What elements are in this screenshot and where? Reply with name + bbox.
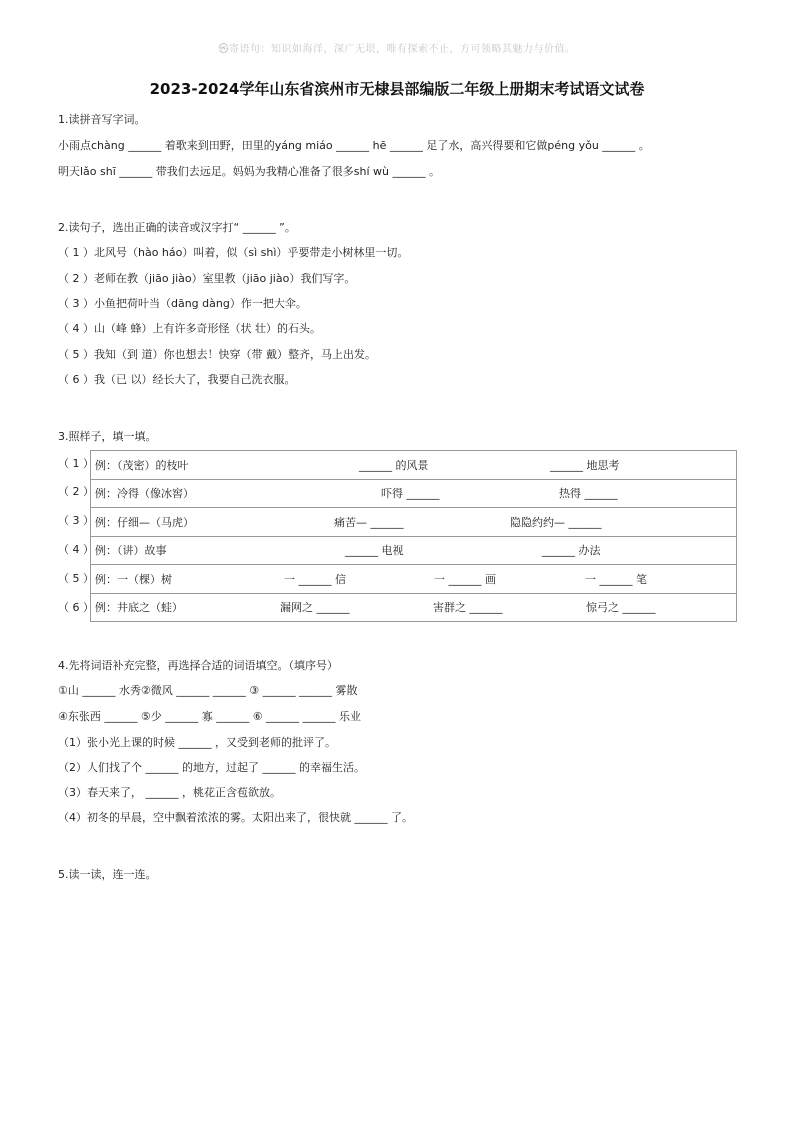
q3-blank[interactable]: 热得 ______ <box>559 487 618 501</box>
q2-item-5: （ 5 ）我知（到 道）你也想去！快穿（带 戴）整齐，马上出发。 <box>58 348 376 361</box>
q4-item-1: （1）张小光上课的时候 ______ ，又受到老师的批评了。 <box>58 736 336 749</box>
q1-heading: 1.读拼音写字词。 <box>58 113 146 126</box>
q4-item-2: （2）人们找了个 ______ 的地方，过起了 ______ 的幸福生活。 <box>58 761 365 774</box>
q3-blank[interactable]: 一 ______ 信 <box>284 572 346 586</box>
q3-example: 例：冷得（像冰窖） <box>95 487 194 501</box>
q3-row <box>91 593 737 622</box>
q3-blank[interactable]: 漏网之 ______ <box>280 601 350 615</box>
q3-blank[interactable]: 隐隐约约— ______ <box>510 515 602 529</box>
q3-blank[interactable]: ______ 办法 <box>542 544 601 558</box>
q3-row-label-3: （ 3 ） <box>58 514 94 527</box>
q2-heading: 2.读句子，选出正确的读音或汉字打“ ______ ”。 <box>58 221 296 234</box>
header-motto: ㉿寄语句：知识如海洋，深广无垠，唯有探索不止，方可领略其魅力与价值。 <box>218 44 576 55</box>
q3-blank[interactable]: ______ 的风景 <box>359 458 429 472</box>
q4-heading: 4.先将词语补充完整，再选择合适的词语填空。（填序号） <box>58 659 338 672</box>
q3-blank[interactable]: ______ 电视 <box>345 544 404 558</box>
q3-row <box>91 565 737 594</box>
q2-item-6: （ 6 ）我（已 以）经长大了，我要自己洗衣服。 <box>58 373 296 386</box>
q3-blank[interactable]: 害群之 ______ <box>433 601 503 615</box>
q3-blank[interactable]: 惊弓之 ______ <box>586 601 656 615</box>
q5-heading: 5.读一读，连一连。 <box>58 868 157 881</box>
q1-line-1: 小雨点chàng ______ 着歌来到田野，田里的yáng miáo ______ hē ______ 足了水，高兴得要和它做péng yǒu ______ 。 <box>58 139 650 152</box>
q4-idioms-line-1: ①山 ______ 水秀②微风 ______ ______ ③ ______ ______ 雾散 <box>58 684 358 697</box>
q3-table <box>90 450 737 622</box>
q3-row <box>91 479 737 508</box>
q4-idioms-line-2: ④东张西 ______ ⑤少 ______ 寡 ______ ⑥ ______ ______ 乐业 <box>58 710 362 723</box>
q3-heading: 3.照样子，填一填。 <box>58 430 157 443</box>
q3-row-label-5: （ 5 ） <box>58 572 94 585</box>
q3-row <box>91 451 737 480</box>
q2-item-3: （ 3 ）小鱼把荷叶当（dāng dàng）作一把大伞。 <box>58 297 307 310</box>
q3-row <box>91 508 737 537</box>
q4-item-4: （4）初冬的早晨，空中飘着浓浓的雾。太阳出来了，很快就 ______ 了。 <box>58 811 413 824</box>
q2-item-1: （ 1 ）北风号（hào háo）叫着，似（sì shì）乎要带走小树林里一切。 <box>58 246 409 259</box>
q3-example: 例：一（棵）树 <box>95 572 172 586</box>
q3-example: 例：井底之（蛙） <box>95 601 183 615</box>
q2-item-4: （ 4 ）山（峰 蜂）上有许多奇形怪（状 壮）的石头。 <box>58 322 321 335</box>
q3-example: 例：（讲）故事 <box>95 544 167 558</box>
page-title: 2023-2024学年山东省滨州市无棣县部编版二年级上册期末考试语文试卷 <box>149 80 645 98</box>
q3-example: 例：仔细—（马虎） <box>95 515 194 529</box>
q3-row <box>91 536 737 565</box>
q3-example: 例：（茂密）的枝叶 <box>95 458 189 472</box>
q3-row-label-1: （ 1 ） <box>58 457 94 470</box>
q3-blank[interactable]: 一 ______ 笔 <box>585 572 647 586</box>
q2-item-2: （ 2 ）老师在教（jiāo jiào）室里教（jiāo jiào）我们写字。 <box>58 272 356 285</box>
q3-row-label-2: （ 2 ） <box>58 485 94 498</box>
q3-row-label-4: （ 4 ） <box>58 543 94 556</box>
q3-blank[interactable]: 痛苦— ______ <box>334 515 404 529</box>
q1-line-2: 明天lǎo shī ______ 带我们去远足。妈妈为我精心准备了很多shí wù ______ 。 <box>58 165 440 178</box>
q3-row-label-6: （ 6 ） <box>58 601 94 614</box>
q3-blank[interactable]: ______ 地思考 <box>550 458 620 472</box>
q3-blank[interactable]: 一 ______ 画 <box>434 572 496 586</box>
q4-item-3: （3）春天来了， ______ ，桃花正含苞欲放。 <box>58 786 281 799</box>
q3-blank[interactable]: 吓得 ______ <box>381 487 440 501</box>
